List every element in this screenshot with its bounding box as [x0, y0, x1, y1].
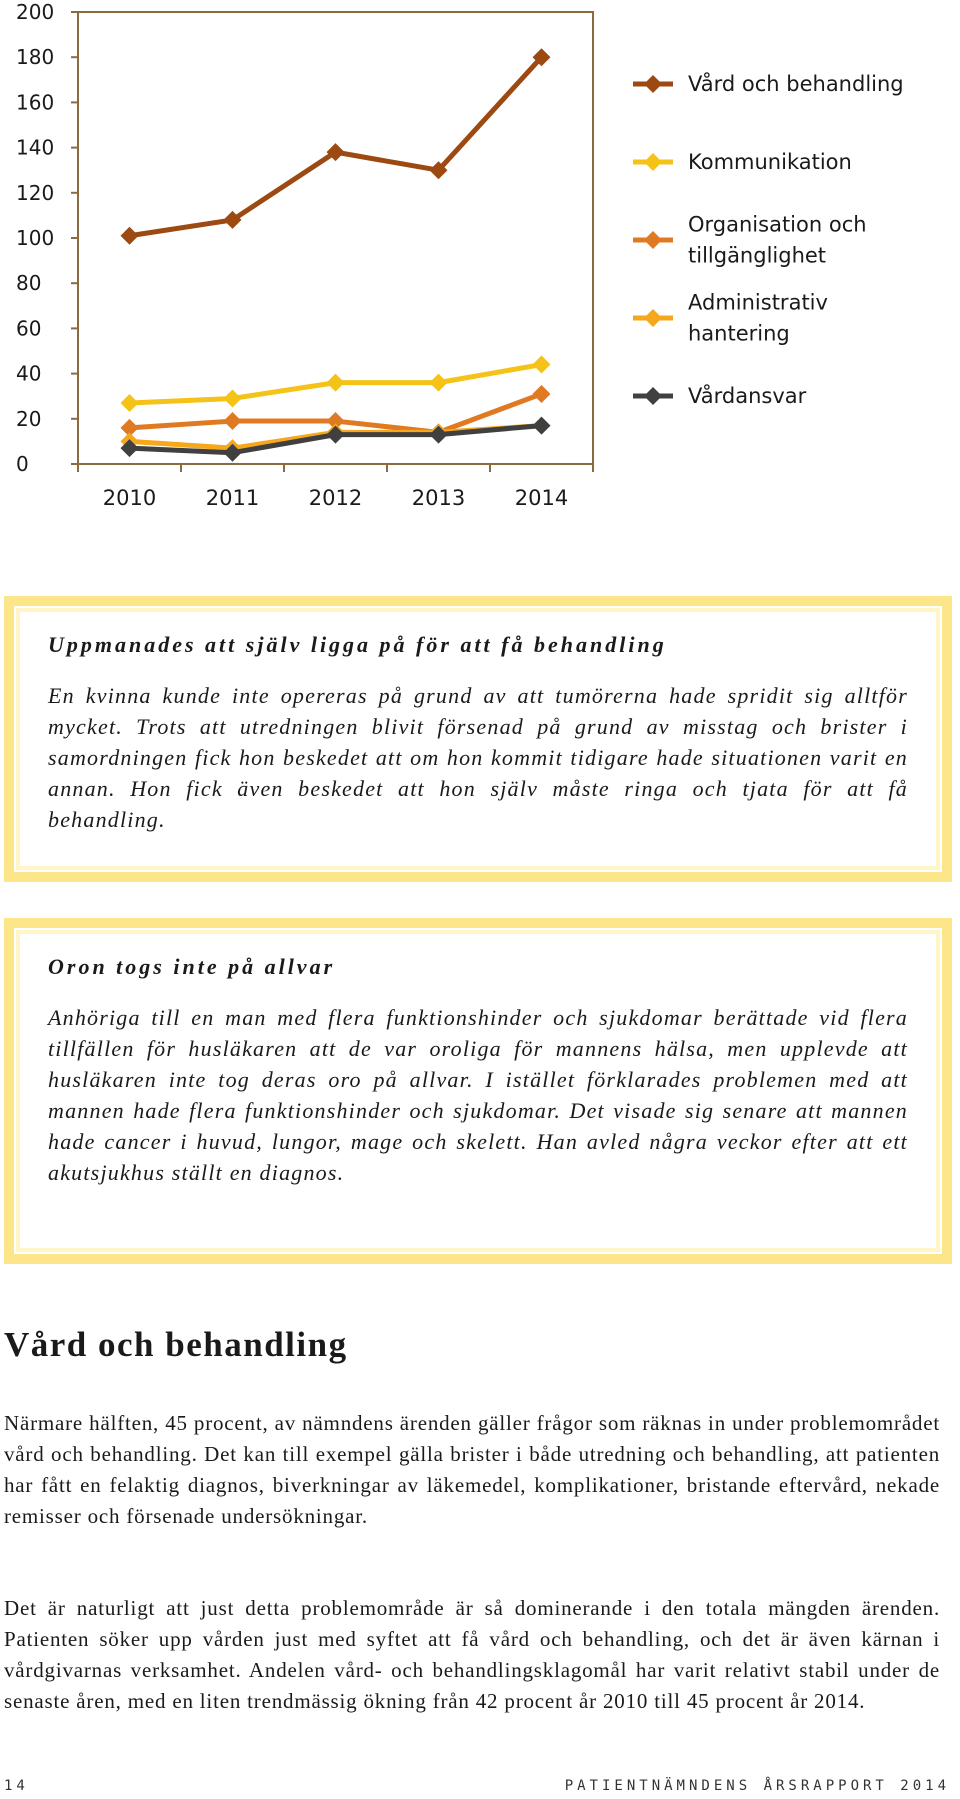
- y-tick-label: 140: [16, 135, 55, 160]
- case-box-1: [4, 596, 952, 882]
- x-tick-label: 2010: [102, 486, 157, 510]
- case-box-2-title: Oron togs inte på allvar: [48, 954, 336, 979]
- data-point: [224, 412, 242, 430]
- case-box-2: [4, 918, 952, 1264]
- data-point: [121, 227, 139, 245]
- data-point: [533, 385, 551, 403]
- section-title: Vård och behandling: [4, 1325, 348, 1364]
- data-point: [327, 374, 345, 392]
- legend-label: Vårdansvar: [688, 384, 807, 408]
- legend-swatch-marker: [644, 309, 662, 327]
- plot-area-frame: [78, 12, 593, 464]
- section-paragraph-1: Närmare hälften, 45 procent, av nämndens ärenden gäller frågor som räknas in under problemområdet vård och behandling. Det kan till exempel gälla brister i både utredning och behandling, att patienten har fått en felaktig diagnos, biverkningar av läkemedel, komplikationer, bristande eftervård, nekade remisser och försenade undersökningar.: [4, 1411, 940, 1528]
- y-tick-label: 40: [16, 361, 42, 386]
- data-point: [430, 374, 448, 392]
- y-tick-label: 160: [16, 90, 55, 115]
- case-box-1-text: En kvinna kunde inte opereras på grund av att tumörerna hade spridit sig alltför mycket. Trots att utredningen blivit försenad på grund av misstag och brister i samordningen fick hon beskedet att om hon kommit tidigare hade situationen varit en annan. Hon fick även beskedet att hon själv måste ringa och tjata för att få behandling.: [48, 683, 908, 832]
- x-tick-label: 2012: [308, 486, 363, 510]
- data-point: [533, 417, 551, 435]
- data-point: [533, 356, 551, 374]
- y-tick-label: 120: [16, 180, 55, 205]
- y-tick-label: 100: [16, 226, 55, 250]
- x-tick-label: 2014: [514, 486, 569, 510]
- data-point: [327, 426, 345, 444]
- section-paragraph-2: Det är naturligt att just detta problemområde är så dominerande i den totala mängden ärenden. Patienten söker upp vården just med syftet att få vård och behandling, och det är även kärnan i vårdgivarnas verksamhet. Andelen vård- och behandlingsklagomål har varit relativt stabil under de senaste åren, med en liten trendmässig ökning från 42 procent år 2010 till 45 procent år 2014.: [4, 1596, 940, 1713]
- page-number: 14: [4, 1778, 29, 1794]
- y-tick-label: 180: [16, 45, 55, 70]
- y-tick-label: 60: [16, 316, 42, 341]
- legend-label: Organisation och tillgänglighet: [688, 212, 867, 268]
- legend-label: Vård och behandling: [688, 72, 904, 96]
- report-name: PATIENTNÄMNDENS ÅRSRAPPORT 2014: [564, 1778, 950, 1794]
- case-box-2-text: Anhöriga till en man med flera funktionshinder och sjukdomar berättade vid flera tillfällen för husläkaren att de var oroliga för mannens hälsa, men upplevde att husläkaren inte tog deras oro på allvar. I istället förklarades problemen med att mannen hade flera funktionshinder och sjukdomar. Det visade sig senare att mannen hade cancer i huvud, lungor, mage och skelett. Han avled några veckor efter att ett akutsjukhus ställt en diagnos.: [48, 1005, 908, 1185]
- data-point: [224, 389, 242, 407]
- line-chart: [0, 0, 960, 520]
- legend-swatch-marker: [644, 75, 662, 93]
- legend-label: Administrativ hantering: [688, 290, 828, 346]
- y-tick-label: 0: [16, 452, 29, 476]
- legend-swatch-marker: [644, 231, 662, 249]
- y-tick-label: 20: [16, 406, 42, 431]
- x-tick-label: 2013: [411, 486, 466, 510]
- legend-label: Kommunikation: [688, 150, 852, 174]
- legend-swatch-marker: [644, 387, 662, 405]
- x-tick-label: 2011: [205, 486, 260, 510]
- y-tick-label: 200: [16, 0, 55, 24]
- y-tick-label: 80: [16, 271, 42, 296]
- case-box-1-title: Uppmanades att själv ligga på för att få behandling: [48, 632, 667, 657]
- legend-swatch-marker: [644, 153, 662, 171]
- data-point: [121, 394, 139, 412]
